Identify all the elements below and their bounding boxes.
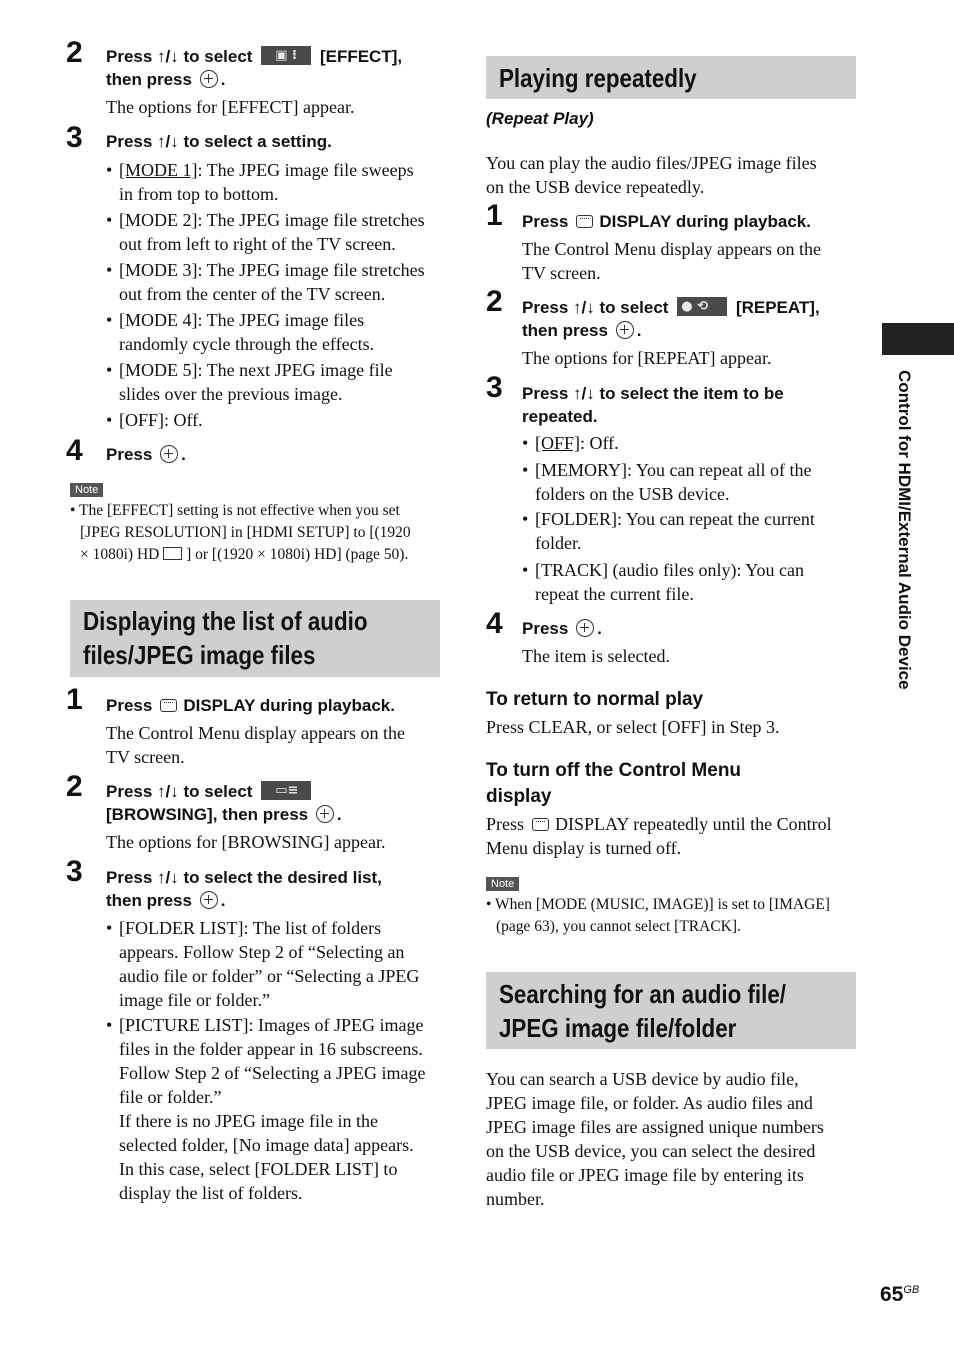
step-text: Press ↑/↓ to select — [522, 298, 669, 317]
mode-code: [MODE 1] — [119, 160, 198, 180]
step-text: Press ↑/↓ to select — [106, 782, 253, 801]
paragraph-line: JPEG image file, or folder. As audio files and — [486, 1093, 813, 1113]
step-number: 4 — [486, 607, 503, 640]
page-number-text: 65 — [880, 1283, 904, 1306]
section-title-line: Searching for an audio file/ — [499, 979, 787, 1009]
list-text: [MODE 2]: The JPEG image file stretches — [119, 210, 425, 230]
step-description: The options for [REPEAT] appear. — [522, 348, 772, 368]
enter-icon — [576, 619, 594, 637]
intro-line: You can play the audio files/JPEG image files — [486, 153, 817, 173]
enter-icon — [200, 891, 218, 909]
page-number — [880, 1283, 919, 1307]
note-text — [70, 500, 446, 566]
section-title-line: JPEG image file/folder — [499, 1013, 737, 1043]
list-text: file or folder.” — [119, 1087, 222, 1107]
step-number: 1 — [486, 199, 503, 232]
note-tag: Note — [486, 877, 519, 891]
paragraph-line: on the USB device, you can select the desired — [486, 1141, 816, 1161]
list-text: files in the folder appear in 16 subscreens. — [119, 1039, 423, 1059]
text-line: Menu display is turned off. — [486, 838, 682, 858]
page-suffix: GB — [903, 1284, 920, 1296]
step-heading — [106, 694, 446, 717]
list-text: [FOLDER LIST]: The list of folders — [119, 918, 382, 938]
section-title: Playing repeatedly — [499, 63, 697, 93]
list-text: [MODE 3]: The JPEG image file stretches — [119, 260, 425, 280]
step-text: [BROWSING], then press — [106, 805, 309, 824]
list-text: folder. — [535, 533, 582, 553]
list-text: randomly cycle through the effects. — [119, 334, 375, 354]
list-text: : Off. — [580, 433, 619, 453]
step-heading — [522, 382, 862, 428]
intro-line: on the USB device repeatedly. — [486, 177, 705, 197]
subsection-heading: To return to normal play — [486, 689, 704, 710]
browsing-menu-icon: ▭≡ — [261, 781, 311, 800]
description-line: The Control Menu display appears on the — [106, 723, 405, 743]
description-line: TV screen. — [522, 263, 601, 283]
step-heading: Press ↑/↓ to select ▭≡ [BROWSING], then press . — [106, 782, 342, 824]
list-text: Follow Step 2 of “Selecting a JPEG image — [119, 1063, 426, 1083]
step-text: Press — [522, 619, 569, 638]
section-paragraph — [486, 1067, 862, 1211]
step-text: then press — [106, 891, 192, 910]
chapter-tab — [882, 323, 954, 355]
step-number: 2 — [66, 770, 83, 803]
heading-line: To turn off the Control Menu — [486, 760, 742, 781]
step-text: DISPLAY during playback. — [183, 696, 395, 715]
step-text: Press — [106, 696, 153, 715]
step-heading: Press . — [106, 445, 186, 464]
step-text: Press — [106, 445, 153, 464]
list-text: out from left to right of the TV screen. — [119, 234, 396, 254]
section-title-line: files/JPEG image files — [83, 640, 316, 670]
list-text: In this case, select [FOLDER LIST] to — [119, 1159, 398, 1179]
step-text: then press — [106, 70, 192, 89]
text-line: DISPLAY repeatedly until the Control — [555, 814, 832, 834]
note-line: ] or [(1920 × 1080i) HD] (page 50). — [186, 546, 409, 563]
note-text — [486, 894, 862, 938]
step-description: The item is selected. — [522, 646, 670, 666]
screen-icon — [163, 547, 182, 560]
subsection-heading — [486, 758, 741, 810]
section-subtitle: (Repeat Play) — [486, 109, 594, 128]
step-text: [EFFECT], — [319, 47, 403, 66]
step-number: 2 — [486, 285, 503, 318]
step-text: repeated. — [522, 407, 598, 426]
note-line: • When [MODE (MUSIC, IMAGE)] is set to [IMAGE] — [486, 896, 830, 913]
note-line: [JPEG RESOLUTION] in [HDMI SETUP] to [(1920 — [80, 524, 411, 541]
text-line: Press — [486, 814, 525, 834]
description-line: TV screen. — [106, 747, 185, 767]
step-text: Press ↑/↓ to select the item to be — [522, 384, 784, 403]
step-heading: Press ↑/↓ to select ● ⟲ [REPEAT], then press . — [522, 298, 820, 340]
step-heading: Press ↑/↓ to select the desired list, then press . — [106, 868, 382, 910]
effect-menu-icon: ▣ ⁝ — [261, 46, 311, 65]
list-text: display the list of folders. — [119, 1183, 303, 1203]
subsection-text — [486, 812, 862, 860]
list-text: [PICTURE LIST]: Images of JPEG image — [119, 1015, 424, 1035]
enter-icon — [616, 321, 634, 339]
enter-icon — [316, 805, 334, 823]
note-line: × 1080i) HD — [80, 546, 160, 563]
note-line: (page 63), you cannot select [TRACK]. — [496, 918, 741, 935]
step-number: 1 — [66, 683, 83, 716]
subsection-text: Press CLEAR, or select [OFF] in Step 3. — [486, 717, 780, 737]
section-title-line: Displaying the list of audio — [83, 606, 368, 636]
list-text: [MODE 5]: The next JPEG image file — [119, 360, 393, 380]
paragraph-line: audio file or JPEG image file by entering its — [486, 1165, 804, 1185]
display-button-icon — [576, 215, 593, 228]
list-text: If there is no JPEG image file in the — [119, 1111, 378, 1131]
list-text: [TRACK] (audio files only): You can — [535, 560, 804, 580]
step-text: Press — [522, 212, 569, 231]
step-heading — [522, 210, 862, 233]
section-title — [499, 977, 786, 1045]
note-line: • The [EFFECT] setting is not effective when you set — [70, 502, 400, 519]
step-number: 3 — [66, 121, 83, 154]
step-text: Press ↑/↓ to select the desired list, — [106, 868, 382, 887]
option-code: [OFF] — [535, 433, 581, 453]
step-number: 4 — [66, 434, 83, 467]
step-text: Press ↑/↓ to select — [106, 47, 253, 66]
list-text: folders on the USB device. — [535, 484, 730, 504]
enter-icon — [160, 445, 178, 463]
step-heading: Press ↑/↓ to select ▣ ⁝ [EFFECT], then press . — [106, 47, 403, 89]
intro-text — [486, 151, 862, 199]
paragraph-line: You can search a USB device by audio file, — [486, 1069, 799, 1089]
note-tag: Note — [70, 483, 103, 497]
step-number: 3 — [486, 371, 503, 404]
list-text: repeat the current file. — [535, 584, 694, 604]
heading-line: display — [486, 786, 552, 807]
step-description: The options for [EFFECT] appear. — [106, 97, 355, 117]
display-button-icon — [532, 818, 549, 831]
list-text: [MEMORY]: You can repeat all of the — [535, 460, 812, 480]
step-description — [522, 237, 821, 285]
list-text: [FOLDER]: You can repeat the current — [535, 509, 815, 529]
list-text: : The JPEG image file sweeps — [197, 160, 414, 180]
chapter-label-text: Control for HDMI/External Audio Device — [895, 370, 914, 690]
step-heading: Press ↑/↓ to select a setting. — [106, 132, 332, 151]
list-text: audio file or folder” or “Selecting a JPEG — [119, 966, 420, 986]
list-text: appears. Follow Step 2 of “Selecting an — [119, 942, 405, 962]
step-text: DISPLAY during playback. — [599, 212, 811, 231]
step-heading: Press . — [522, 619, 602, 638]
display-button-icon — [160, 699, 177, 712]
step-description — [106, 721, 405, 769]
list-text: selected folder, [No image data] appears. — [119, 1135, 414, 1155]
list-text: [MODE 4]: The JPEG image files — [119, 310, 365, 330]
list-text: in from top to bottom. — [119, 184, 279, 204]
list-text: image file or folder.” — [119, 990, 270, 1010]
paragraph-line: JPEG image files are assigned unique numbers — [486, 1117, 824, 1137]
step-text: [REPEAT], — [735, 298, 820, 317]
step-number: 3 — [66, 855, 83, 888]
step-description: The options for [BROWSING] appear. — [106, 832, 386, 852]
list-text: [OFF]: Off. — [119, 410, 203, 430]
section-title — [83, 604, 367, 672]
repeat-menu-icon: ● ⟲ — [677, 297, 727, 316]
list-text: slides over the previous image. — [119, 384, 343, 404]
chapter-label — [893, 370, 923, 770]
step-text: then press — [522, 321, 608, 340]
enter-icon — [200, 70, 218, 88]
paragraph-line: number. — [486, 1189, 545, 1209]
description-line: The Control Menu display appears on the — [522, 239, 821, 259]
list-text: out from the center of the TV screen. — [119, 284, 386, 304]
step-number: 2 — [66, 36, 83, 69]
